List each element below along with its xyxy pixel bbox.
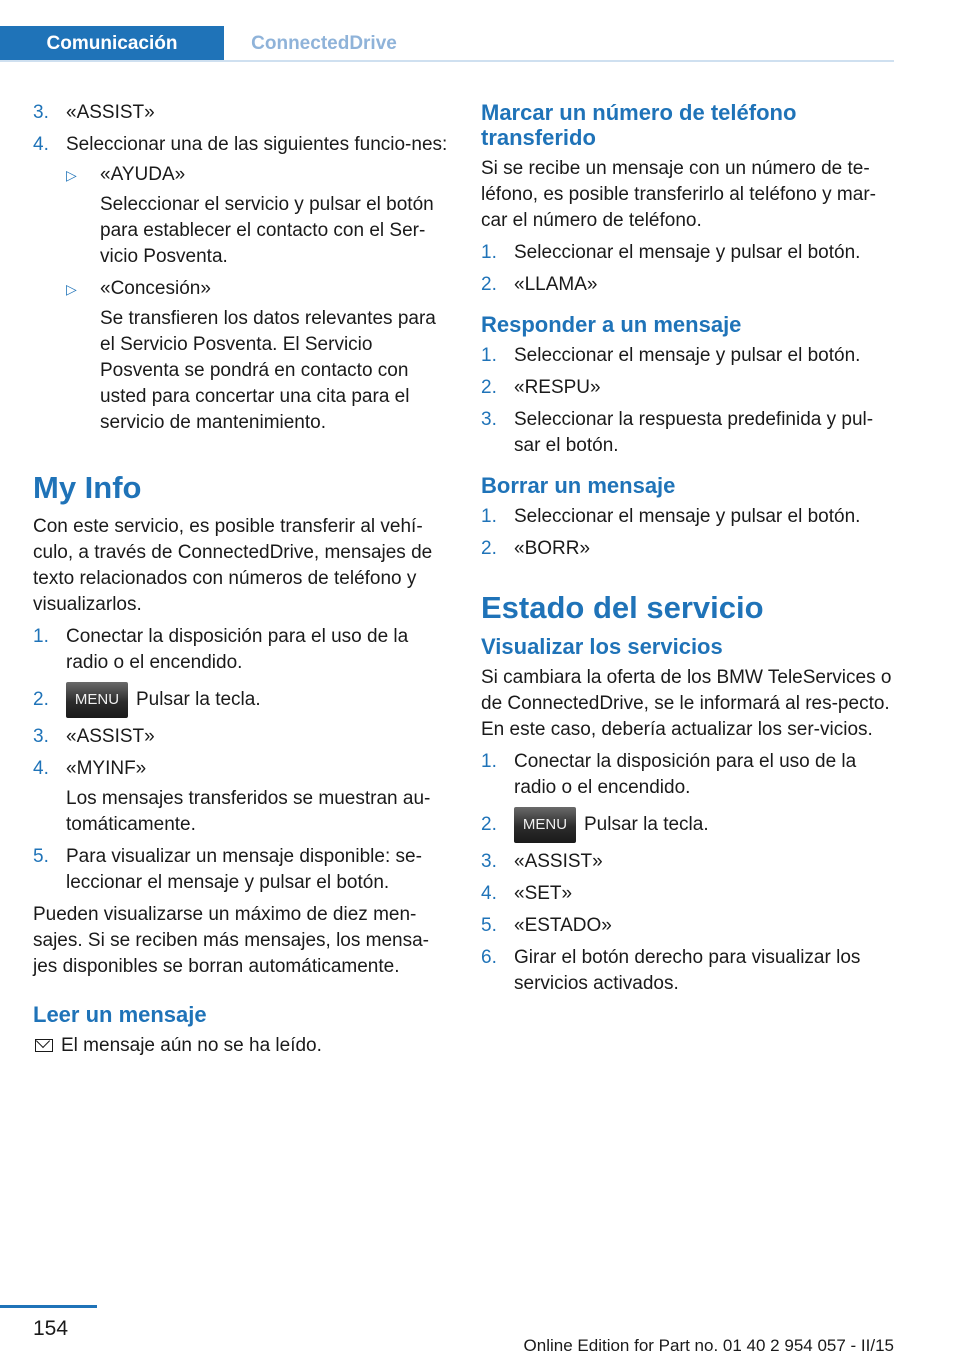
- list-text: «ESTADO»: [514, 915, 612, 936]
- list-item: [33, 100, 449, 126]
- list-item: [481, 913, 897, 939]
- list-number: 1.: [481, 506, 497, 527]
- list-text: Seleccionar el mensaje y pulsar el botón.: [514, 242, 861, 263]
- section-title-responder: Responder a un mensaje: [481, 312, 742, 337]
- list-item: [481, 536, 897, 562]
- list-number: 3.: [481, 409, 497, 430]
- myinfo-outro: Pueden visualizarse un máximo de diez men‐sajes. Si se reciben más mensajes, los mensa‐jes disponibles se borran automáticamente.: [33, 904, 429, 977]
- list-number: 6.: [481, 947, 497, 968]
- section-subtitle-visualizar: Visualizar los servicios: [481, 634, 723, 659]
- sub-item-title: «Concesión»: [100, 278, 211, 299]
- section-title-marcar: Marcar un número de teléfono transferido: [481, 100, 797, 150]
- tab-comunicacion[interactable]: Comunicación: [0, 26, 224, 62]
- leer-line: [33, 1033, 449, 1059]
- list-item: [481, 272, 897, 298]
- page-number: 154: [33, 1317, 69, 1340]
- list-item: [481, 375, 897, 401]
- list-item: [481, 240, 897, 266]
- estado-intro: Si cambiara la oferta de los BMW TeleServices o de ConnectedDrive, se le informará al res‐pecto. En este caso, debería actualizar los ser‐vicios.: [481, 667, 892, 740]
- section-title-leer: Leer un mensaje: [33, 1002, 207, 1027]
- myinfo-intro: Con este servicio, es posible transferir al vehí‐culo, a través de ConnectedDrive, mensajes de texto relacionados con números de teléfono y visualizarlos.: [33, 516, 433, 615]
- list-item: [33, 682, 449, 718]
- page-header: [0, 26, 894, 62]
- list-number: 3.: [481, 851, 497, 872]
- list-item: [33, 844, 449, 896]
- list-number: 5.: [481, 915, 497, 936]
- list-text: Para visualizar un mensaje disponible: se‐leccionar el mensaje y pulsar el botón.: [66, 846, 422, 893]
- list-text: «BORR»: [514, 538, 591, 559]
- menu-button-icon: MENU: [514, 807, 576, 843]
- footer-accent-line: [0, 1305, 97, 1308]
- list-number: 2.: [481, 377, 497, 398]
- sub-list-item: [66, 276, 449, 436]
- right-column: [481, 100, 897, 1003]
- list-item: [481, 881, 897, 907]
- sub-list-item: [66, 162, 449, 270]
- list-item: [481, 504, 897, 530]
- list-text: Girar el botón derecho para visualizar los servicios activados.: [514, 947, 861, 994]
- list-number: 2.: [33, 689, 49, 710]
- list-item: [481, 407, 897, 459]
- list-text: Seleccionar la respuesta predefinida y pul‐sar el botón.: [514, 409, 874, 456]
- leer-text: El mensaje aún no se ha leído.: [61, 1035, 322, 1056]
- list-text: «ASSIST»: [66, 726, 155, 747]
- list-text: «RESPU»: [514, 377, 601, 398]
- list-text: «ASSIST»: [66, 102, 155, 123]
- section-title-myinfo: My Info: [33, 470, 142, 505]
- list-item: [481, 749, 897, 801]
- list-desc: Los mensajes transferidos se muestran au‐tomáticamente.: [66, 788, 431, 835]
- sub-item-desc: Se transfieren los datos relevantes para el Servicio Posventa. El Servicio Posventa se pondrá en contacto con usted para concertar una cita para el servicio de mantenimiento.: [100, 308, 436, 433]
- list-number: 4.: [481, 883, 497, 904]
- list-number: 1.: [33, 626, 49, 647]
- list-text: Seleccionar una de las siguientes funcio‐nes:: [66, 134, 448, 155]
- list-item: [481, 343, 897, 369]
- list-text: Conectar la disposición para el uso de la radio o el encendido.: [66, 626, 409, 673]
- list-text: Seleccionar el mensaje y pulsar el botón.: [514, 345, 861, 366]
- triangle-bullet-icon: ▷: [66, 281, 77, 297]
- list-text: Pulsar la tecla.: [584, 814, 709, 836]
- list-text: «LLAMA»: [514, 274, 598, 295]
- envelope-icon: [35, 1039, 53, 1052]
- sub-item-title: «AYUDA»: [100, 164, 186, 185]
- list-text: Seleccionar el mensaje y pulsar el botón.: [514, 506, 861, 527]
- marcar-intro: Si se recibe un mensaje con un número de te‐léfono, es posible transferirlo al teléfono y mar‐car el número de teléfono.: [481, 158, 876, 231]
- list-number: 2.: [481, 814, 497, 835]
- list-number: 1.: [481, 345, 497, 366]
- list-text: Pulsar la tecla.: [136, 689, 261, 711]
- list-item: [481, 849, 897, 875]
- list-number: 5.: [33, 846, 49, 867]
- list-text: «SET»: [514, 883, 573, 904]
- section-title-estado: Estado del servicio: [481, 590, 764, 625]
- list-number: 2.: [481, 274, 497, 295]
- list-item: [33, 624, 449, 676]
- list-number: 1.: [481, 751, 497, 772]
- list-item: [481, 945, 897, 997]
- list-item: [481, 807, 897, 843]
- edition-note: Online Edition for Part no. 01 40 2 954 057 - II/15: [523, 1336, 894, 1355]
- tab-connecteddrive[interactable]: ConnectedDrive: [251, 33, 397, 54]
- list-text: Conectar la disposición para el uso de la radio o el encendido.: [514, 751, 857, 798]
- list-number: 2.: [481, 538, 497, 559]
- left-column: [33, 100, 449, 1059]
- list-text: «MYINF»: [66, 758, 147, 779]
- list-number: 3.: [33, 102, 49, 123]
- sub-item-desc: Seleccionar el servicio y pulsar el botón para establecer el contacto con el Ser‐vicio Posventa.: [100, 194, 434, 267]
- sub-list: [66, 162, 449, 436]
- section-title-borrar: Borrar un mensaje: [481, 473, 676, 498]
- list-number: 4.: [33, 134, 49, 155]
- list-item: [33, 132, 449, 442]
- list-number: 3.: [33, 726, 49, 747]
- header-divider: [0, 60, 894, 62]
- list-number: 1.: [481, 242, 497, 263]
- list-item: [33, 756, 449, 838]
- menu-button-icon: MENU: [66, 682, 128, 718]
- triangle-bullet-icon: ▷: [66, 167, 77, 183]
- list-number: 4.: [33, 758, 49, 779]
- list-text: «ASSIST»: [514, 851, 603, 872]
- list-item: [33, 724, 449, 750]
